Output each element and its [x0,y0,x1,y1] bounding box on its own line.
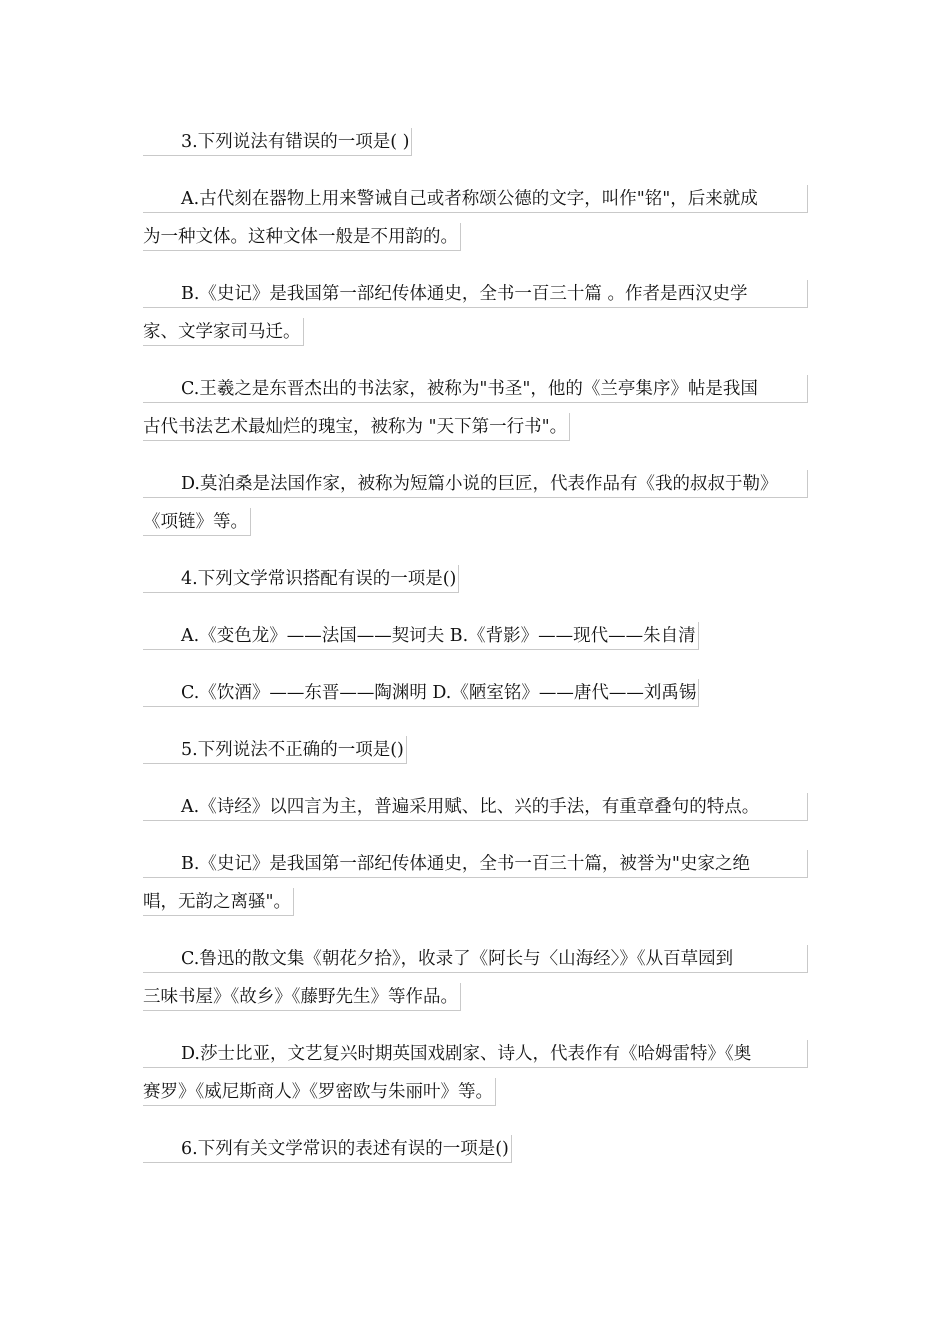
question-3-option-a [143,185,808,251]
question-4-options-cd [143,679,808,707]
document-page [143,128,808,1173]
text-line: 3.下列说法有错误的一项是( ) [143,128,412,156]
text-line: C.鲁迅的散文集《朝花夕拾》，收录了《阿长与〈山海经〉》《从百草园到 [143,945,808,973]
text-line: D.莎士比亚，文艺复兴时期英国戏剧家、诗人，代表作有《哈姆雷特》《奥 [143,1040,808,1068]
question-5-option-b [143,850,808,916]
text-line: 唱，无韵之离骚"。 [143,888,294,916]
text-line: 古代书法艺术最灿烂的瑰宝，被称为 "天下第一行书"。 [143,413,570,441]
text-line: A.古代刻在器物上用来警诫自己或者称颂公德的文字，叫作"铭"，后来就成 [143,185,808,213]
question-5-stem [143,736,808,764]
text-line: 4.下列文学常识搭配有误的一项是() [143,565,459,593]
text-line: A.《诗经》以四言为主，普遍采用赋、比、兴的手法，有重章叠句的特点。 [143,793,808,821]
question-4-stem [143,565,808,593]
text-line: 赛罗》《威尼斯商人》《罗密欧与朱丽叶》等。 [143,1078,496,1106]
question-6-stem [143,1135,808,1163]
question-4-options-ab [143,622,808,650]
question-5-option-a [143,793,808,821]
text-line: 《项链》等。 [143,508,251,536]
text-line: D.莫泊桑是法国作家，被称为短篇小说的巨匠，代表作品有《我的叔叔于勒》 [143,470,808,498]
text-line: 5.下列说法不正确的一项是() [143,736,407,764]
text-line: 家、文学家司马迁。 [143,318,304,346]
question-5-option-c [143,945,808,1011]
text-line: B.《史记》是我国第一部纪传体通史，全书一百三十篇 。作者是西汉史学 [143,280,808,308]
text-line: B.《史记》是我国第一部纪传体通史，全书一百三十篇，被誉为"史家之绝 [143,850,808,878]
text-line: C.王羲之是东晋杰出的书法家，被称为"书圣"，他的《兰亭集序》帖是我国 [143,375,808,403]
question-3-option-b [143,280,808,346]
text-line: A.《变色龙》——法国——契诃夫 B.《背影》——现代——朱自清 [143,622,699,650]
text-line: 6.下列有关文学常识的表述有误的一项是() [143,1135,512,1163]
text-line: 为一种文体。这种文体一般是不用韵的。 [143,223,461,251]
question-3-stem [143,128,808,156]
text-line: 三味书屋》《故乡》《藤野先生》等作品。 [143,983,461,1011]
question-5-option-d [143,1040,808,1106]
question-3-option-c [143,375,808,441]
question-3-option-d [143,470,808,536]
text-line: C.《饮酒》——东晋——陶渊明 D.《陋室铭》——唐代——刘禹锡 [143,679,699,707]
